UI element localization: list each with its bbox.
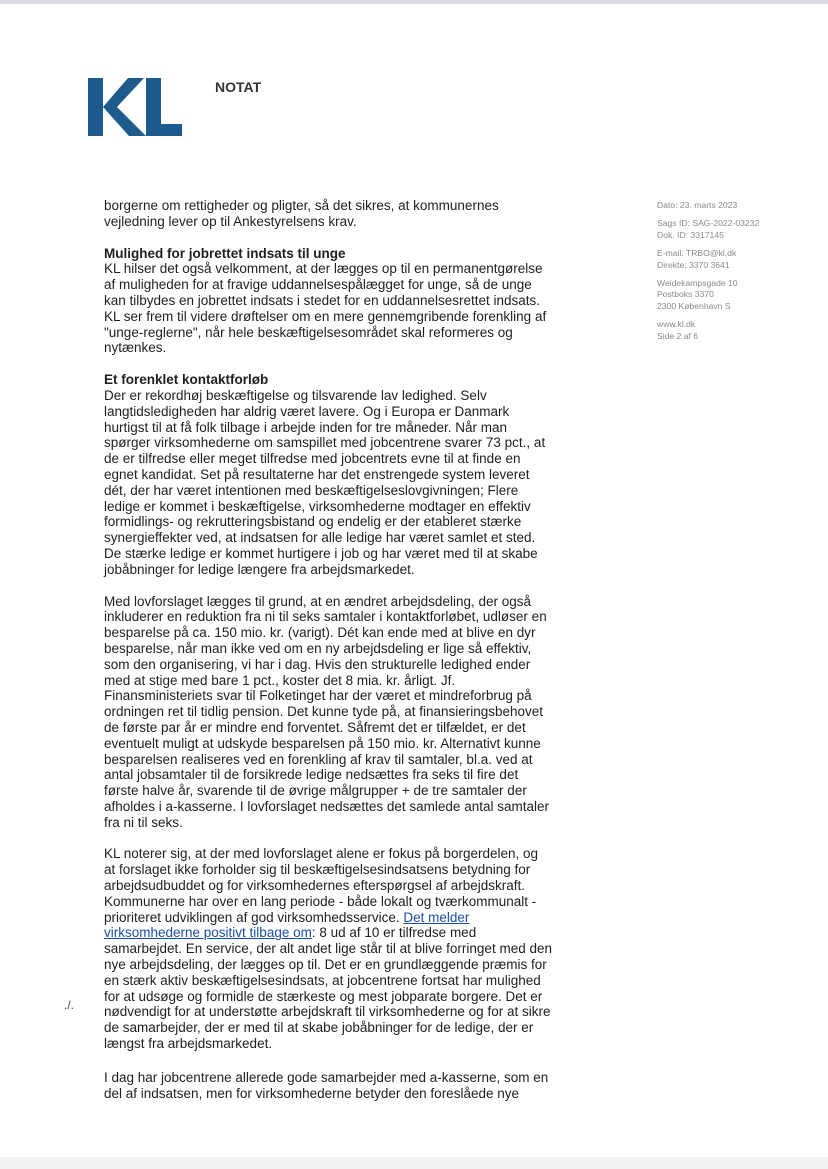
section-heading-kontaktforloeb: Et forenklet kontaktforløb [104, 372, 269, 388]
section-heading-jobrettet: Mulighed for jobrettet indsats til unge [104, 245, 346, 261]
document-metadata [657, 200, 817, 349]
meta-email: E-mail: TRBO@kl.dk [657, 248, 737, 259]
paragraph-virksomhedsservice [104, 846, 552, 1051]
meta-doc-id: Dok. ID: 3317145 [657, 229, 724, 240]
meta-address-line: Weidekampsgade 10 [657, 278, 738, 289]
document-type: NOTAT [215, 79, 262, 95]
meta-contact-group [657, 248, 817, 271]
intro-paragraph: borgerne om rettigheder og pligter, så det sikres, at kommunernes vejledning lever op til Ankestyrelsens krav. [104, 198, 499, 229]
meta-address-group [657, 278, 817, 312]
paragraph-a-kasser: I dag har jobcentrene allerede gode samarbejder med a-kasserne, som en del af indsatsen, men for virksomhederne betyder den foreslåede nye [104, 1069, 549, 1101]
meta-ids-group [657, 218, 817, 241]
page-top-edge [0, 0, 828, 4]
paragraph-jobrettet: KL hilser det også velkomment, at der lægges op til en permanentgørelse af muligheden for at fravige uddannelsespålægget for unge, så de unge kan tilbydes en jobrettet indsats i stedet for en uddannelsesrettet indsats. KL ser frem til videre drøftelser om en mere gennemgribende forenkling af "unge-reglerne", når hele beskæftigelsesområdet skal reformeres og nytænkes. [104, 261, 547, 356]
paragraph-text: : 8 ud af 10 er tilfredse med samarbejdet. En service, der alt andet lige står til at blive forringet med den nye arbejdsdeling, der lægges op til. Det er en grundlæggende præmis for en stærk aktiv beskæftigelsesindsats, at jobcentrene fortsat har mulighed for at udsøge og formidle de stærkeste og mest jobparate borgere. Det er nødvendigt for at understøtte arbejdskraft til virksomhederne og for at sikre de samarbejder, der er med til at skabe jobåbninger for de ledige, der er længst fra arbejdsmarkedet. [104, 925, 552, 1052]
paragraph-kontaktforloeb: Der er rekordhøj beskæftigelse og tilsvarende lav ledighed. Selv langtidsledigheden har aldrig været lavere. Og i Europa er Danmark hurtigst til at få folk tilbage i arbejde inden for tre måneder. Når man spørger virksomhederne om samspillet med jobcentrene svarer 73 pct., at de er tilfredse eller meget tilfredse med jobcentrets evne til at finde en egnet kandidat. Set på resultaterne har det enstrengede system leveret dét, der har været intentionen med beskæftigelseslovgivningen; Flere ledige er kommet i beskæftigelse, virksomhederne modtager en effektiv formidlings- og rekrutteringsbistand og endelig er der etableret stærke synergieffekter ved, at indsatsen for alle ledige har været samlet et sted. De stærke ledige er kommet hurtigere i job og har været med til at skabe jobåbninger for ledige længere fra arbejdsmarkedet. [104, 387, 546, 577]
page-bottom-edge [0, 1157, 828, 1169]
paragraph-lovforslag: Med lovforslaget lægges til grund, at en ændret arbejdsdeling, der også inkluderer en reduktion fra ni til seks samtaler i kontaktforløbet, udløser en besparelse på ca. 150 mio. kr. (varigt). Dét kan ende med at blive en dyr besparelse, når man ikke ved om en ny arbejdsdeling er lige så effektiv, som den organisering, vi har i dag. Hvis den strukturelle ledighed ender med at stige med bare 1 pct., koster det 8 mia. kr. årligt. Jf. Finansministeriets svar til Folketinget har der været et mindreforbrug på ordningen ret til tidlig pension. Det kunne tyde på, at finansieringsbehovet de første par år er mindre end forventet. Såfremt det er tilfældet, er det eventuelt muligt at udskyde besparelsen på 150 mio. kr. Alternativt kunne besparelsen realiseres ved en forenkling af krav til samtaler, bl.a. ved at antal jobsamtaler til de forsikrede ledige nedsættes fra seks til fire det første halve år, svarende til de øvrige målgrupper + de tre samtaler der afholdes i a-kasserne. I lovforslaget nedsættes det samlede antal samtaler fra ni til seks. [104, 593, 549, 830]
meta-web-group [657, 319, 817, 342]
meta-date-group [657, 200, 817, 211]
meta-address-line: Postboks 3370 [657, 289, 714, 300]
meta-page-number: Side 2 af 6 [657, 330, 699, 341]
document-body [104, 198, 552, 1117]
meta-website: www.kl.dk [657, 319, 696, 330]
meta-date: Dato: 23. marts 2023 [657, 200, 738, 210]
meta-direct-phone: Direkte: 3370 3641 [657, 259, 730, 270]
paragraph-text: KL noterer sig, at der med lovforslaget alene er fokus på borgerdelen, og at forslaget ikke forholder sig til beskæftigelsesindsatsens betydning for arbejdsudbuddet og for virksomhedernes efterspørgsel af arbejdskraft. Kommunerne har over en lang periode - både lokalt og tværkommunalt - prioriteret udviklingen af god virksomhedsservice. [104, 846, 539, 925]
continuation-mark: ./. [64, 998, 75, 1012]
kl-logo [88, 76, 184, 138]
meta-address-line: 2300 København S [657, 300, 731, 311]
virksomheder-survey-link[interactable]: Det melder virksomhederne positivt tilbage om [104, 909, 470, 941]
meta-case-id: Sags ID: SAG-2022-03232 [657, 218, 760, 229]
